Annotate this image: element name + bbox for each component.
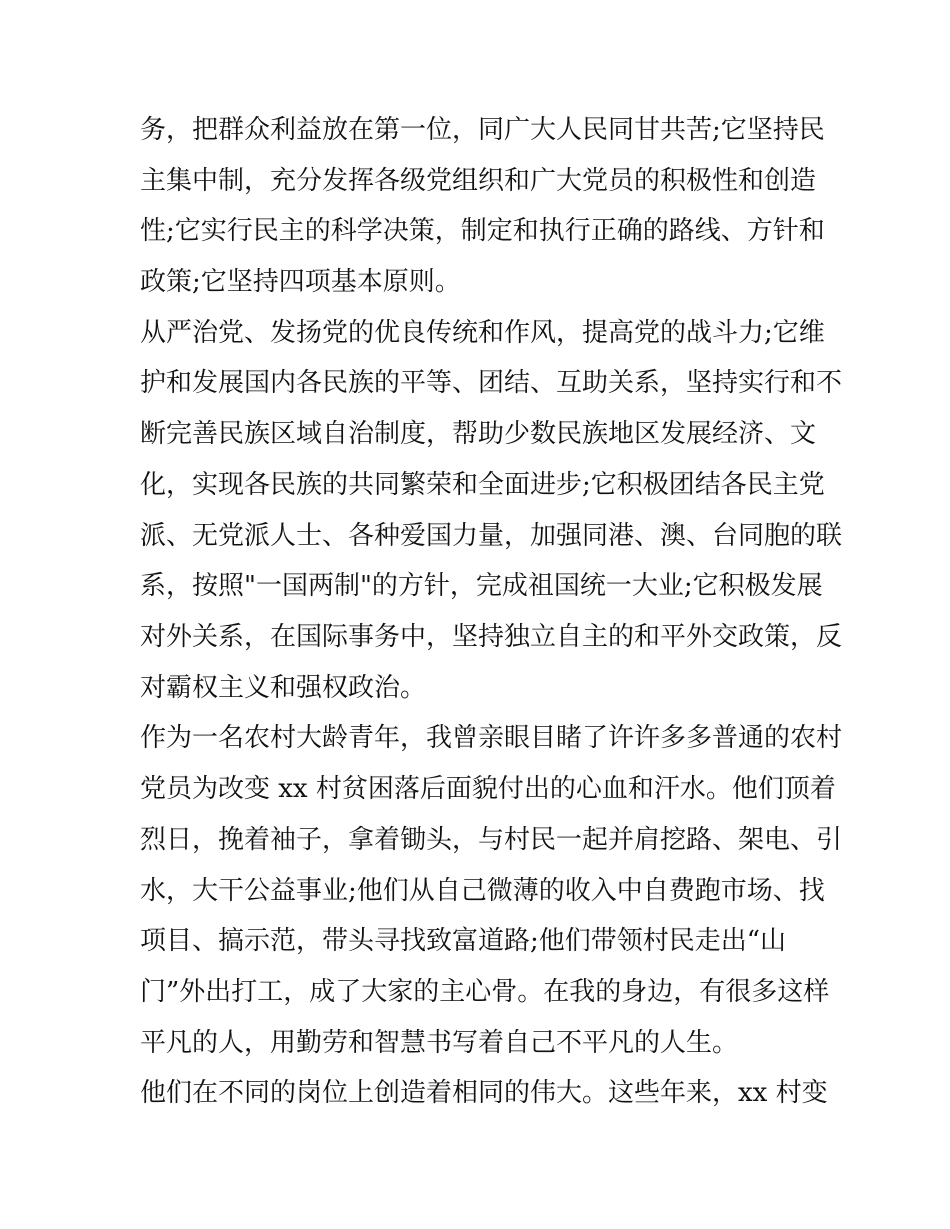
text-line: 从严治党、发扬党的优良传统和作风，提高党的战斗力;它维 xyxy=(140,318,825,348)
text-line: 平凡的人，用勤劳和智慧书写着自己不平凡的人生。 xyxy=(140,1028,739,1058)
text-line: 系，按照"一国两制"的方针，完成祖国统一大业;它积极发展 xyxy=(140,571,823,601)
text-line: 护和发展国内各民族的平等、团结、互助关系，坚持实行和不 xyxy=(140,368,843,398)
text-line: 主集中制，充分发挥各级党组织和广大党员的积极性和创造 xyxy=(140,166,817,196)
text-line: 门”外出打工，成了大家的主心骨。在我的身边，有很多这样 xyxy=(140,977,830,1007)
text-line: 政策;它坚持四项基本原则。 xyxy=(140,267,461,297)
text-line: 化，实现各民族的共同繁荣和全面进步;它积极团结各民主党 xyxy=(140,470,825,500)
text-line: 水，大干公益事业;他们从自己微薄的收入中自费跑市场、找 xyxy=(140,876,825,906)
text-line: 烈日，挽着袖子，拿着锄头，与村民一起并肩挖路、架电、引 xyxy=(140,825,843,855)
text-line: 项目、搞示范，带头寻找致富道路;他们带领村民走出“山 xyxy=(140,926,787,956)
text-line: 党员为改变 xx 村贫困落后面貌付出的心血和汗水。他们顶着 xyxy=(140,774,836,804)
text-line: 断完善民族区域自治制度，帮助少数民族地区发展经济、文 xyxy=(140,419,817,449)
text-line: 他们在不同的岗位上创造着相同的伟大。这些年来，xx 村变 xyxy=(140,1078,828,1108)
text-line: 作为一名农村大龄青年，我曾亲眼目睹了许许多多普通的农村 xyxy=(140,723,843,753)
text-line: 派、无党派人士、各种爱国力量，加强同港、澳、台同胞的联 xyxy=(140,521,843,551)
text-line: 对外关系，在国际事务中，坚持独立自主的和平外交政策，反 xyxy=(140,622,843,652)
text-line: 对霸权主义和强权政治。 xyxy=(140,673,427,703)
text-line: 务，把群众利益放在第一位，同广大人民同甘共苦;它坚持民 xyxy=(140,115,825,145)
text-line: 性;它实行民主的科学决策，制定和执行正确的路线、方针和 xyxy=(140,216,825,246)
